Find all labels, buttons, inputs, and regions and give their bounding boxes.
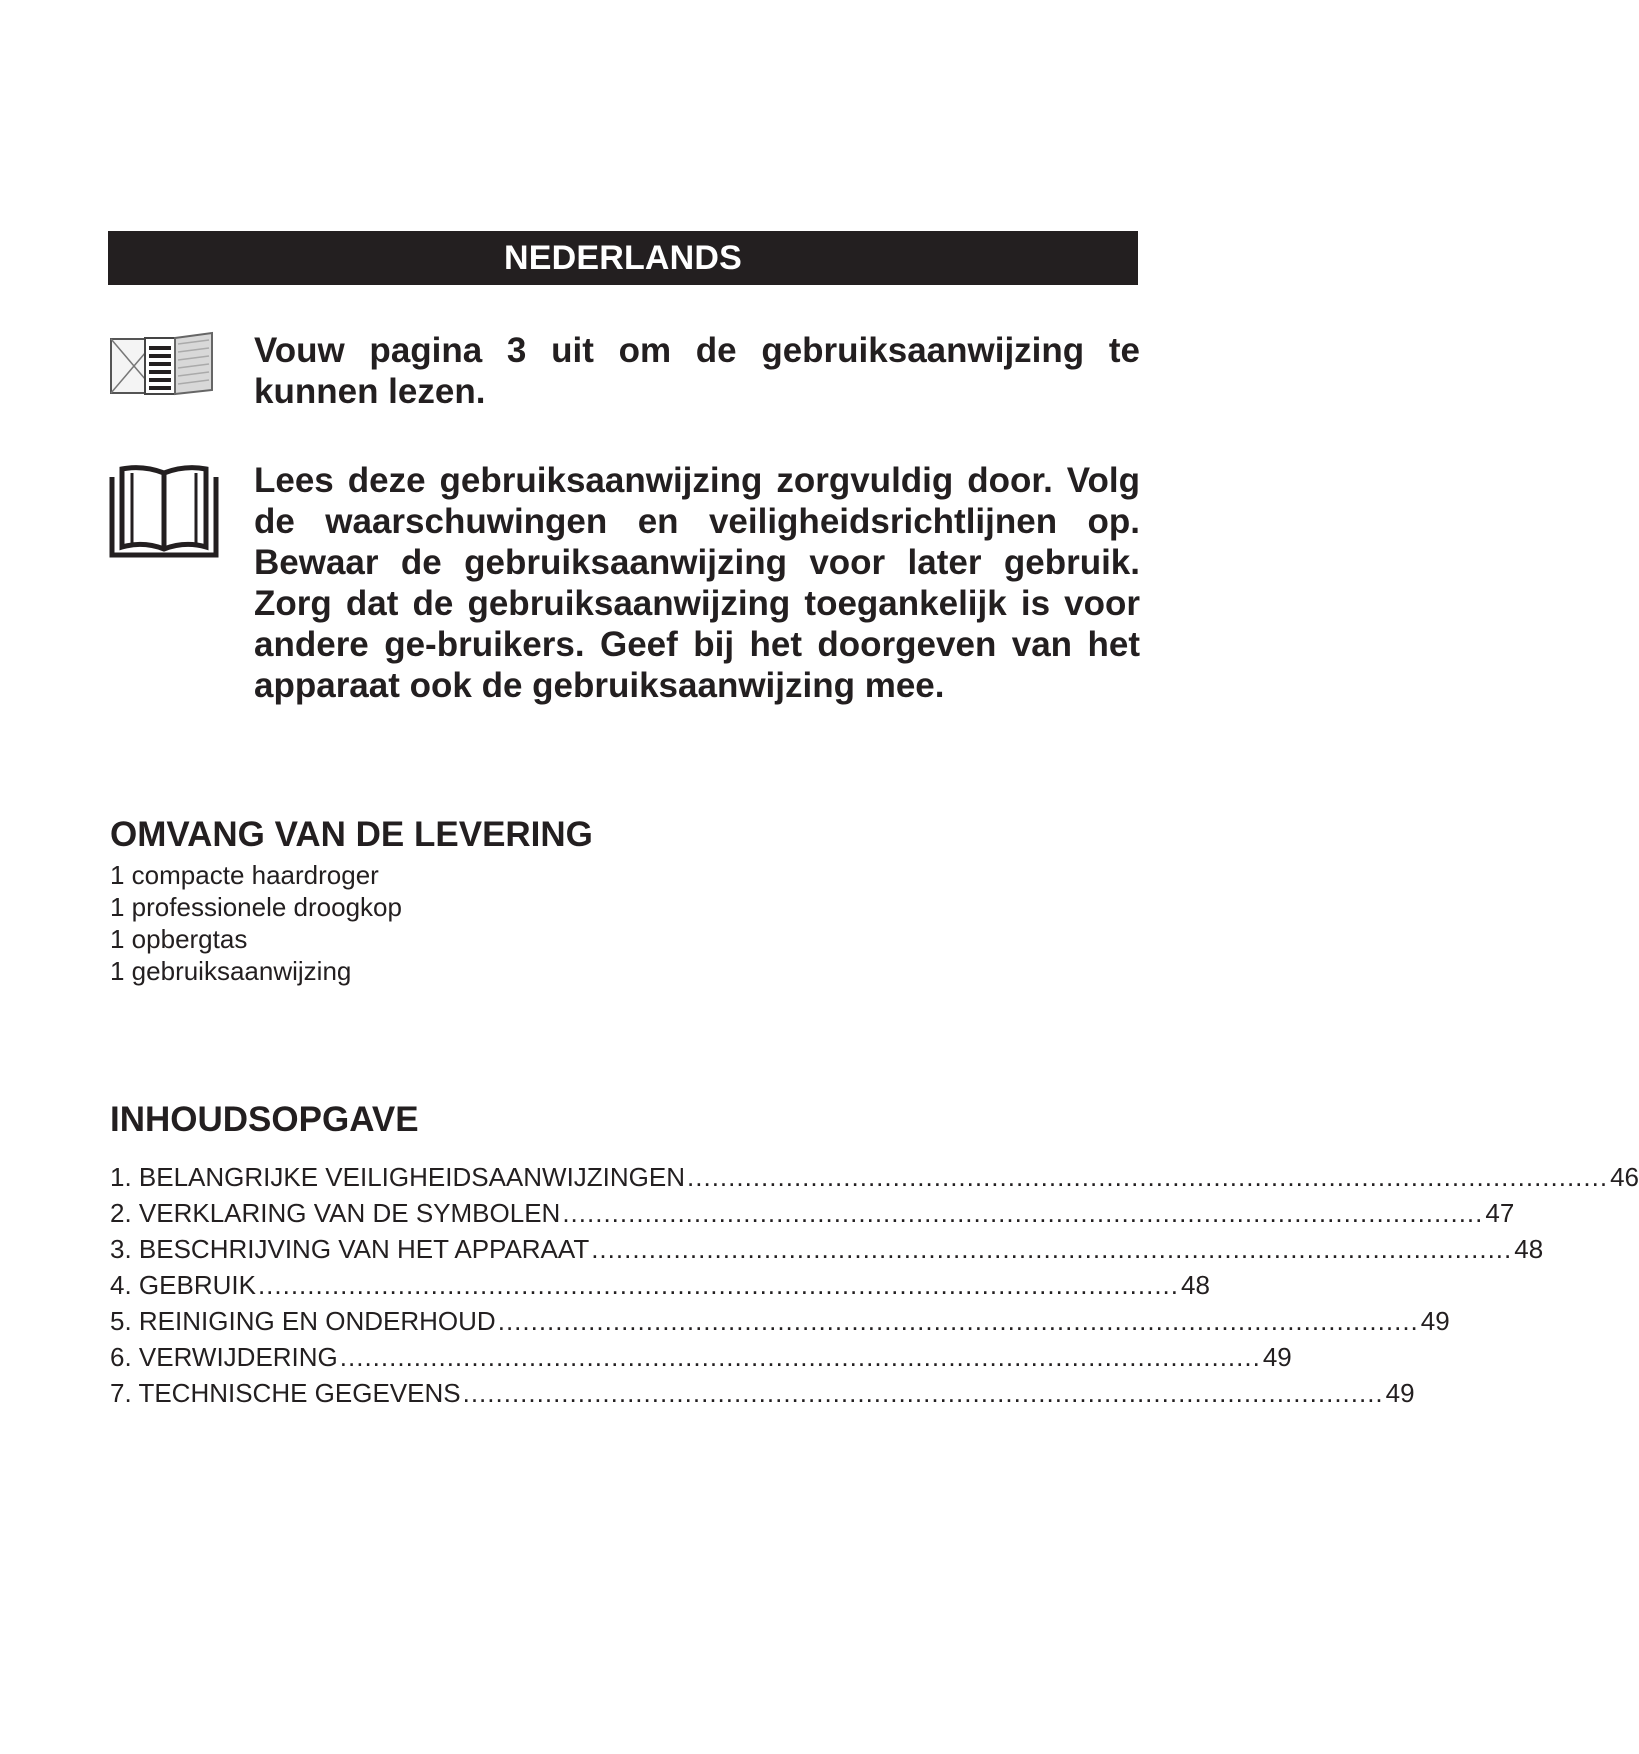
list-item: 1 gebruiksaanwijzing: [110, 956, 352, 986]
toc-entry-page: 48: [1514, 1234, 1544, 1264]
toc-entry-label: 7. TECHNISCHE GEGEVENS: [110, 1378, 461, 1408]
delivery-list: [110, 859, 402, 987]
list-item: 1 opbergtas: [110, 924, 248, 954]
toc-entry[interactable]: [110, 1159, 1639, 1195]
toc-entry[interactable]: [110, 1195, 1515, 1231]
fold-out-text: Vouw pagina 3 uit om de gebruiksaanwijzing te kunnen lezen.: [254, 331, 1140, 411]
language-title: NEDERLANDS: [503, 238, 743, 277]
toc-entry-page: 49: [1262, 1342, 1292, 1372]
fold-out-notice: [108, 330, 1140, 420]
toc-entry-page: 49: [1420, 1306, 1450, 1336]
toc-leader-dots: ................................................................................................................: [497, 1306, 1419, 1336]
fold-out-page-icon: [108, 330, 218, 407]
toc-entry[interactable]: [110, 1231, 1544, 1267]
toc-entry[interactable]: [110, 1375, 1415, 1411]
toc-leader-dots: ................................................................................................................: [339, 1342, 1261, 1372]
toc-entry-label: 4. GEBRUIK: [110, 1270, 256, 1300]
toc-leader-dots: ................................................................................................................: [591, 1234, 1513, 1264]
toc-entry-label: 1. BELANGRIJKE VEILIGHEIDSAANWIJZINGEN: [110, 1162, 686, 1192]
read-manual-notice: [108, 460, 1140, 710]
toc-entry-label: 5. REINIGING EN ONDERHOUD: [110, 1306, 496, 1336]
toc-leader-dots: ................................................................................................................: [462, 1378, 1384, 1408]
read-manual-text: Lees deze gebruiksaanwijzing zorgvuldig door. Volg de waarschuwingen en veiligheidsrichtlijnen op. Bewaar de gebruiksaanwijzing voor later gebruik. Zorg dat de gebruiksaanwijzing toegankelijk is voor andere ge-bruikers. Geef bij het doorgeven van het apparaat ook de gebruiksaanwijzing mee.: [254, 461, 1140, 705]
toc-entry-label: 3. BESCHRIJVING VAN HET APPARAAT: [110, 1234, 590, 1264]
toc-entry-label: 2. VERKLARING VAN DE SYMBOLEN: [110, 1198, 561, 1228]
toc-entry-page: 48: [1180, 1270, 1210, 1300]
toc-entry-page: 46: [1610, 1162, 1639, 1192]
list-item: 1 professionele droogkop: [110, 892, 402, 922]
toc-entry-page: 47: [1485, 1198, 1515, 1228]
toc-entry[interactable]: [110, 1303, 1450, 1339]
toc-entry[interactable]: [110, 1339, 1292, 1375]
language-header: [108, 231, 1138, 285]
toc-entry-page: 49: [1385, 1378, 1415, 1408]
list-item: 1 compacte haardroger: [110, 860, 379, 890]
toc-title: INHOUDSOPGAVE: [110, 1100, 419, 1139]
delivery-title: OMVANG VAN DE LEVERING: [110, 815, 593, 854]
toc-entry-label: 6. VERWIJDERING: [110, 1342, 338, 1372]
toc-leader-dots: ................................................................................................................: [257, 1270, 1179, 1300]
toc-entry[interactable]: [110, 1267, 1210, 1303]
toc-leader-dots: ................................................................................................................: [687, 1162, 1609, 1192]
open-book-icon: [108, 463, 220, 564]
toc-leader-dots: ................................................................................................................: [562, 1198, 1484, 1228]
table-of-contents: [110, 1159, 1639, 1411]
